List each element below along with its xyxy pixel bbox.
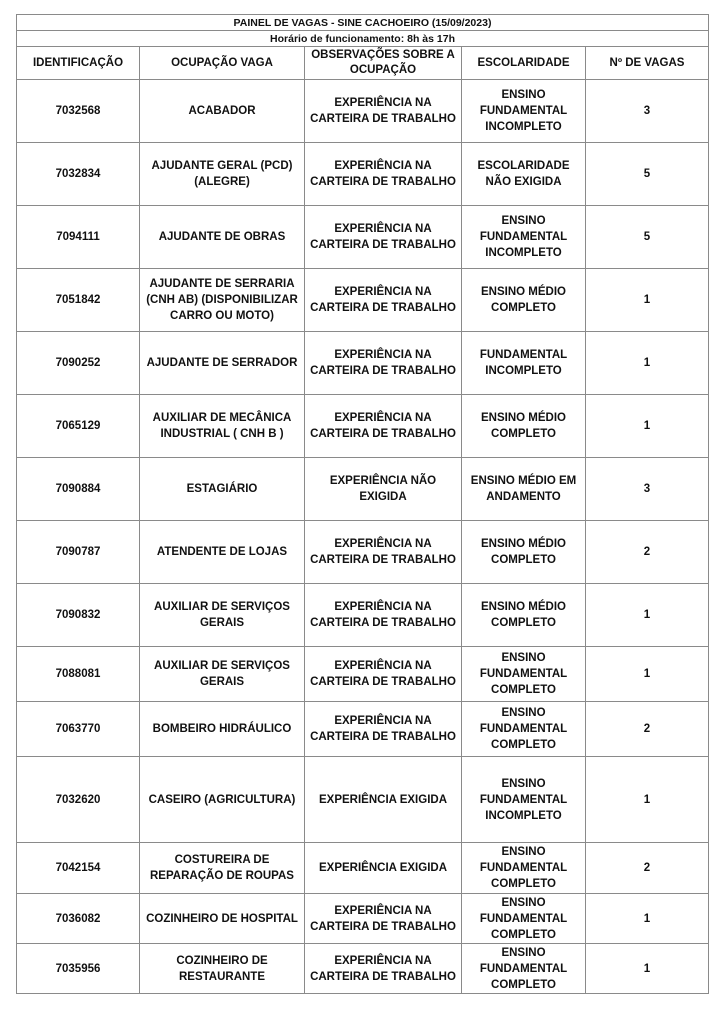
job-observation: EXPERIÊNCIA NA CARTEIRA DE TRABALHO: [305, 702, 462, 757]
job-vacancies: 3: [586, 80, 709, 143]
job-vacancies: 1: [586, 584, 709, 647]
job-schooling: ENSINO FUNDAMENTAL INCOMPLETO: [462, 757, 586, 843]
table-row: [17, 332, 709, 395]
table-row: [17, 143, 709, 206]
job-schooling: ENSINO FUNDAMENTAL COMPLETO: [462, 702, 586, 757]
job-observation: EXPERIÊNCIA NA CARTEIRA DE TRABALHO: [305, 332, 462, 395]
job-occupation: COZINHEIRO DE HOSPITAL: [140, 894, 305, 944]
job-id: 7094111: [17, 206, 140, 269]
column-header-id: IDENTIFICAÇÃO: [17, 47, 140, 80]
job-vacancies: 1: [586, 395, 709, 458]
job-id: 7032620: [17, 757, 140, 843]
job-id: 7051842: [17, 269, 140, 332]
job-vacancies: 3: [586, 458, 709, 521]
panel-title: PAINEL DE VAGAS - SINE CACHOEIRO (15/09/2023): [17, 15, 709, 31]
job-observation: EXPERIÊNCIA NA CARTEIRA DE TRABALHO: [305, 206, 462, 269]
job-vacancies: 2: [586, 702, 709, 757]
job-observation: EXPERIÊNCIA NA CARTEIRA DE TRABALHO: [305, 269, 462, 332]
job-id: 7042154: [17, 843, 140, 894]
job-id: 7090884: [17, 458, 140, 521]
opening-hours: Horário de funcionamento: 8h às 17h: [17, 31, 709, 47]
table-row: [17, 521, 709, 584]
column-header-occupation: OCUPAÇÃO VAGA: [140, 47, 305, 80]
job-vacancies: 1: [586, 332, 709, 395]
job-observation: EXPERIÊNCIA EXIGIDA: [305, 757, 462, 843]
job-vacancies: 1: [586, 757, 709, 843]
job-observation: EXPERIÊNCIA NA CARTEIRA DE TRABALHO: [305, 894, 462, 944]
job-occupation: AUXILIAR DE SERVIÇOS GERAIS: [140, 584, 305, 647]
job-schooling: ENSINO FUNDAMENTAL INCOMPLETO: [462, 206, 586, 269]
job-observation: EXPERIÊNCIA NA CARTEIRA DE TRABALHO: [305, 944, 462, 994]
table-row: [17, 843, 709, 894]
column-header-vacancies: Nº DE VAGAS: [586, 47, 709, 80]
job-schooling: ENSINO MÉDIO COMPLETO: [462, 521, 586, 584]
table-row: [17, 757, 709, 843]
job-schooling: ENSINO FUNDAMENTAL COMPLETO: [462, 647, 586, 702]
job-occupation: CASEIRO (AGRICULTURA): [140, 757, 305, 843]
job-vacancies: 1: [586, 269, 709, 332]
job-observation: EXPERIÊNCIA NA CARTEIRA DE TRABALHO: [305, 647, 462, 702]
job-observation: EXPERIÊNCIA NÃO EXIGIDA: [305, 458, 462, 521]
job-occupation: AJUDANTE GERAL (PCD) (ALEGRE): [140, 143, 305, 206]
table-row: [17, 458, 709, 521]
job-id: 7065129: [17, 395, 140, 458]
job-occupation: AUXILIAR DE SERVIÇOS GERAIS: [140, 647, 305, 702]
job-vacancies: 5: [586, 206, 709, 269]
table-row: [17, 944, 709, 994]
job-occupation: ESTAGIÁRIO: [140, 458, 305, 521]
job-occupation: COSTUREIRA DE REPARAÇÃO DE ROUPAS: [140, 843, 305, 894]
job-vacancies: 1: [586, 894, 709, 944]
job-occupation: AJUDANTE DE OBRAS: [140, 206, 305, 269]
job-schooling: ENSINO FUNDAMENTAL COMPLETO: [462, 894, 586, 944]
job-observation: EXPERIÊNCIA NA CARTEIRA DE TRABALHO: [305, 521, 462, 584]
job-id: 7088081: [17, 647, 140, 702]
table-row: [17, 269, 709, 332]
job-occupation: AUXILIAR DE MECÂNICA INDUSTRIAL ( CNH B ): [140, 395, 305, 458]
job-vacancies: 5: [586, 143, 709, 206]
job-id: 7035956: [17, 944, 140, 994]
job-observation: EXPERIÊNCIA EXIGIDA: [305, 843, 462, 894]
vacancy-panel: [16, 14, 708, 994]
job-id: 7090787: [17, 521, 140, 584]
job-occupation: AJUDANTE DE SERRADOR: [140, 332, 305, 395]
job-schooling: ENSINO MÉDIO COMPLETO: [462, 395, 586, 458]
job-schooling: ENSINO FUNDAMENTAL COMPLETO: [462, 944, 586, 994]
table-row: [17, 584, 709, 647]
job-occupation: BOMBEIRO HIDRÁULICO: [140, 702, 305, 757]
job-vacancies: 2: [586, 843, 709, 894]
job-occupation: AJUDANTE DE SERRARIA (CNH AB) (DISPONIBILIZAR CARRO OU MOTO): [140, 269, 305, 332]
job-schooling: ENSINO FUNDAMENTAL COMPLETO: [462, 843, 586, 894]
job-id: 7090252: [17, 332, 140, 395]
job-occupation: ACABADOR: [140, 80, 305, 143]
job-occupation: COZINHEIRO DE RESTAURANTE: [140, 944, 305, 994]
table-row: [17, 395, 709, 458]
job-vacancies: 1: [586, 944, 709, 994]
vacancy-table: [16, 14, 709, 994]
table-row: [17, 80, 709, 143]
job-observation: EXPERIÊNCIA NA CARTEIRA DE TRABALHO: [305, 80, 462, 143]
job-schooling: ESCOLARIDADE NÃO EXIGIDA: [462, 143, 586, 206]
job-observation: EXPERIÊNCIA NA CARTEIRA DE TRABALHO: [305, 143, 462, 206]
job-id: 7063770: [17, 702, 140, 757]
job-vacancies: 1: [586, 647, 709, 702]
job-observation: EXPERIÊNCIA NA CARTEIRA DE TRABALHO: [305, 584, 462, 647]
job-schooling: ENSINO MÉDIO COMPLETO: [462, 584, 586, 647]
job-occupation: ATENDENTE DE LOJAS: [140, 521, 305, 584]
job-id: 7036082: [17, 894, 140, 944]
job-schooling: ENSINO MÉDIO COMPLETO: [462, 269, 586, 332]
job-id: 7032834: [17, 143, 140, 206]
job-id: 7032568: [17, 80, 140, 143]
column-header-schooling: ESCOLARIDADE: [462, 47, 586, 80]
job-observation: EXPERIÊNCIA NA CARTEIRA DE TRABALHO: [305, 395, 462, 458]
job-vacancies: 2: [586, 521, 709, 584]
job-schooling: FUNDAMENTAL INCOMPLETO: [462, 332, 586, 395]
job-id: 7090832: [17, 584, 140, 647]
table-row: [17, 206, 709, 269]
table-row: [17, 647, 709, 702]
table-row: [17, 894, 709, 944]
job-schooling: ENSINO MÉDIO EM ANDAMENTO: [462, 458, 586, 521]
table-row: [17, 702, 709, 757]
column-header-observation: OBSERVAÇÕES SOBRE A OCUPAÇÃO: [305, 47, 462, 80]
job-schooling: ENSINO FUNDAMENTAL INCOMPLETO: [462, 80, 586, 143]
